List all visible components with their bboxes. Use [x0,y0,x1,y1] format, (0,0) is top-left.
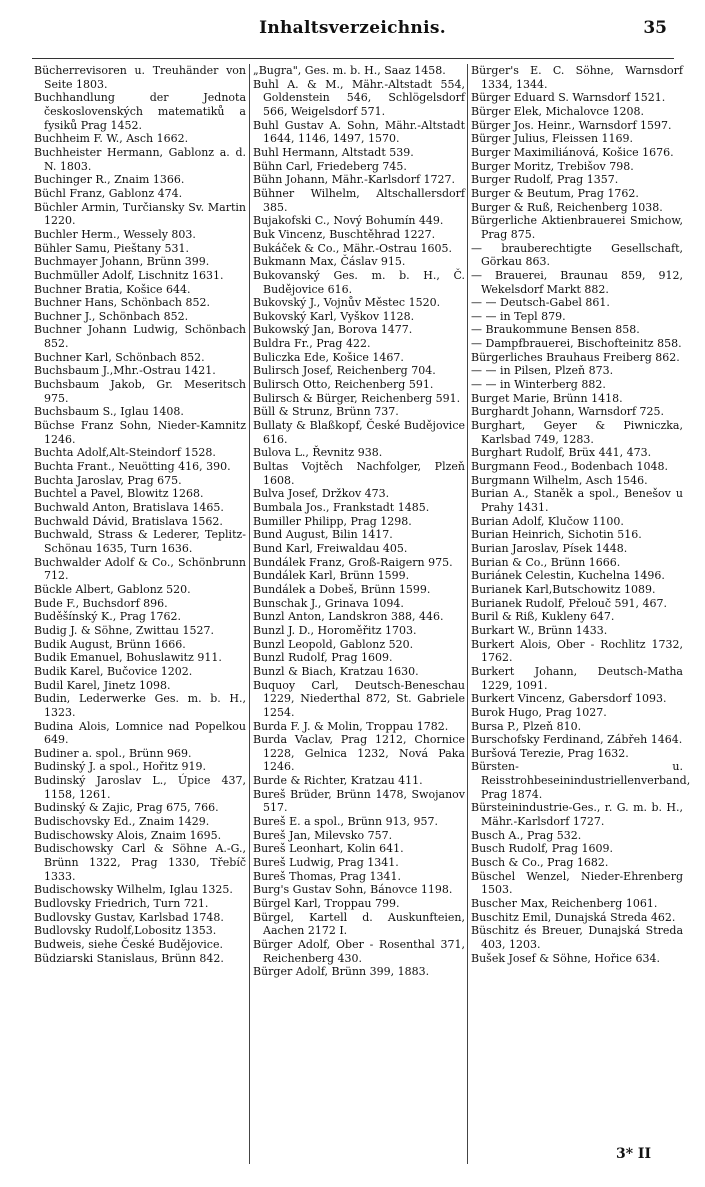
index-entry: Bukovanský Ges. m. b. H., Č. Budějovice 616. [253,268,465,296]
index-entry: Buchta Frant., Neuötting 416, 390. [34,460,231,474]
index-entry: Büschel Wenzel, Nieder-Ehrenberg 1503. [471,869,683,897]
index-entry: Bulirsch Otto, Reichenberg 591. [253,378,434,392]
index-entry: Bukáček & Co., Mähr.-Ostrau 1605. [253,241,452,255]
index-entry: Burian Adolf, Klučow 1100. [471,514,624,528]
index-entry: Buschitz Emil, Dunajská Streda 462. [471,910,676,924]
index-entry: Buldra Fr., Prag 422. [253,337,371,351]
index-entry: Buchwald Anton, Bratislava 1465. [34,501,224,514]
index-entry: Burkert Vincenz, Gabersdorf 1093. [471,692,667,706]
index-entry: — Dampfbrauerei, Bischofteinitz 858. [471,337,682,351]
index-entry: Burghart, Geyer & Piwniczka, Karlsbad 749, 1283. [471,419,683,446]
index-entry: — Brauerei, Braunau 859, 912, Wekelsdorf Markt 882. [471,268,683,296]
index-entry: Bunzl Leopold, Gablonz 520. [253,637,414,651]
printer-signature: 3* II [615,1146,651,1162]
index-entry: Bumiller Philipp, Prag 1298. [253,514,412,528]
index-entry: Budinský & Zajic, Prag 675, 766. [34,801,219,815]
index-entry: Burger Maximiliánová, Košice 1676. [471,145,674,159]
index-entry: Bureš E. a spol., Brünn 913, 957. [253,815,439,829]
index-entry: Budlovsky Gustav, Karlsbad 1748. [34,910,224,924]
index-entry: Burde & Richter, Kratzau 411. [253,774,423,788]
index-entry: Bürsteinindustrie-Ges., r. G. m. b. H., Mähr.-Karlsdorf 1727. [471,801,683,829]
index-entry: Burschofsky Ferdinand, Zábřeh 1464. [471,733,683,747]
index-entry: Budinský J. a spol., Hořitz 919. [34,760,206,774]
index-entry: „Bugra", Ges. m. b. H., Saaz 1458. [253,64,446,77]
index-entry: Bühler Samu, Pieštany 531. [34,241,189,255]
index-entry: Bude F., Buchsdorf 896. [34,596,168,610]
index-entry: Büchl Franz, Gablonz 474. [34,186,183,200]
index-entry: Buchtel a Pavel, Blowitz 1268. [34,487,204,501]
index-entry: — — in Tepl 879. [471,309,566,323]
index-entry: Bureš Leonhart, Kolin 641. [253,842,404,856]
index-entry: Burkert Johann, Deutsch-Matha 1229, 1091. [471,664,683,692]
index-entry: Budik Emanuel, Bohuslawitz 911. [34,651,222,665]
index-entry: Bürgerliches Brauhaus Freiberg 862. [471,350,680,364]
index-entry: Bursa P., Plzeň 810. [471,719,582,733]
index-entry: Bukmann Max, Čáslav 915. [253,255,406,269]
page-number: 35 [643,18,667,38]
index-column-3 [471,64,691,965]
index-entry: Budischowsky Alois, Znaim 1695. [34,828,222,842]
index-column-1 [34,64,246,965]
index-entry: Burianek Rudolf, Přelouč 591, 467. [471,596,668,610]
column-divider [467,64,468,1164]
index-entry: Busch & Co., Prag 1682. [471,856,609,870]
index-entry: Budischovsky Ed., Znaim 1429. [34,815,210,829]
index-entry: Bürgel, Kartell d. Auskunfteien, Aachen 2172 I. [253,910,465,938]
index-entry: Bürger Elek, Michalovce 1208. [471,104,645,118]
index-entry: Burkart W., Brünn 1433. [471,623,608,637]
index-entry: Buděšínský K., Prag 1762. [34,610,181,624]
index-entry: Bürger Jos. Heinr., Warnsdorf 1597. [471,118,672,132]
index-entry: Bukovský J., Vojnův Městec 1520. [253,296,441,310]
index-entry: Burger & Beutum, Prag 1762. [471,186,639,200]
index-entry: Budina Alois, Lomnice nad Popelkou 649. [34,719,246,747]
index-entry: Bühner Wilhelm, Altschallersdorf 385. [253,186,465,214]
index-entry: Buhl Gustav A. Sohn, Mähr.-Altstadt 1644, 1146, 1497, 1570. [253,118,465,146]
index-entry: Büll & Strunz, Brünn 737. [253,405,399,419]
index-entry: Buquoy Carl, Deutsch-Beneschau 1229, Niederthal 872, St. Gabriele 1254. [253,678,465,719]
index-entry: Burghardt Johann, Warnsdorf 725. [471,405,665,419]
index-entry: Budlovsky Friedrich, Turn 721. [34,897,209,911]
index-entry: — — Deutsch-Gabel 861. [471,296,610,310]
index-entry: Budiner a. spol., Brünn 969. [34,746,192,760]
index-entry: Bušek Josef & Söhne, Hořice 634. [471,951,661,965]
index-entry: Burget Marie, Brünn 1418. [471,391,623,405]
index-entry: Budik Karel, Bučovice 1202. [34,664,193,678]
index-entry: Buriánek Celestin, Kuchelna 1496. [471,569,665,583]
index-entry: Burian Jaroslav, Písek 1448. [471,541,628,555]
index-entry: Bunzl Rudolf, Prag 1609. [253,651,393,665]
index-entry: Buhl Hermann, Altstadt 539. [253,145,414,159]
index-entry: Budischowsky Wilhelm, Iglau 1325. [34,883,233,897]
page-header [30,18,675,42]
index-entry: Buchner Hans, Schönbach 852. [34,296,210,310]
index-entry: Buchsbaum Jakob, Gr. Meseritsch 975. [34,378,246,405]
index-entry: Büchler Armin, Turčiansky Sv. Martin 1220. [34,200,246,228]
index-entry: Burian Heinrich, Sichotin 516. [471,528,642,542]
index-entry: Buscher Max, Reichenberg 1061. [471,897,658,911]
index-entry: Bureš Thomas, Prag 1341. [253,869,401,883]
index-entry: Bunschak J., Grinava 1094. [253,596,404,610]
index-entry: Burianek Karl,Butschowitz 1089. [471,582,656,596]
index-entry: Bürger Adolf, Brünn 399, 1883. [253,965,430,979]
index-entry: Bürgerliche Aktienbrauerei Smichow, Prag 875. [471,214,683,241]
index-entry: Bureš Jan, Milevsko 757. [253,828,393,842]
index-entry: Bulirsch Josef, Reichenberg 704. [253,364,436,378]
index-entry: Budig J. & Söhne, Zwittau 1527. [34,623,214,637]
index-entry: Buchner Bratia, Košice 644. [34,282,191,296]
index-entry: Bürger Eduard S. Warnsdorf 1521. [471,91,666,105]
index-entry: Buchwald, Strass & Lederer, Teplitz-Schönau 1635, Turn 1636. [34,528,246,555]
index-entry: Buchner Karl, Schönbach 852. [34,350,205,364]
index-entry: — — in Winterberg 882. [471,378,606,392]
index-entry: — brauberechtigte Gesellschaft, Görkau 863. [471,241,683,269]
index-entry: Bürsten- u. Reisstrohbeseinindustriellenverband, Prag 1874. [471,760,691,801]
index-entry: Budweis, siehe České Budějovice. [34,938,223,951]
index-entry: Burgmann Feod., Bodenbach 1048. [471,460,668,474]
index-entry: Bundálek a Dobeš, Brünn 1599. [253,582,431,596]
index-entry: Burian A., Staněk a spol., Benešov u Prahy 1431. [471,487,683,514]
index-entry: Bultas Vojtěch Nachfolger, Plzeň 1608. [253,460,465,487]
index-entry: Bulova L., Řevnitz 938. [253,446,383,460]
index-entry: Buchinger R., Znaim 1366. [34,173,185,187]
index-entry: Bukowský Jan, Borova 1477. [253,323,413,337]
index-entry: Bund Karl, Freiwaldau 405. [253,541,408,555]
index-entry: Buchhandlung der Jednota československých matematiků a fysiků Prag 1452. [34,91,246,132]
index-entry: Buk Vincenz, Buschtěhrad 1227. [253,227,436,241]
index-entry: Bundálek Franz, Groß-Raigern 975. [253,555,453,569]
index-entry: Buršová Terezie, Prag 1632. [471,746,629,760]
index-entry: Burger Rudolf, Prag 1357. [471,173,619,187]
page-title: Inhaltsverzeichnis. [259,18,446,38]
index-entry: Bukovský Karl, Vyškov 1128. [253,309,415,323]
index-entry: Buril & Riß, Kukleny 647. [471,610,615,624]
index-entry: Budik August, Brünn 1666. [34,637,186,651]
index-entry: Bullaty & Blaßkopf, České Budějovice 616. [253,419,465,446]
header-rule [32,58,674,59]
index-entry: Buchmayer Johann, Brünn 399. [34,255,210,269]
index-entry: Buchwald Dávid, Bratislava 1562. [34,514,223,528]
index-entry: Bühn Carl, Friedeberg 745. [253,159,407,173]
index-entry: Büdziarski Stanislaus, Brünn 842. [34,951,224,965]
index-entry: Busch Rudolf, Prag 1609. [471,842,614,856]
index-entry: Burkert Alois, Ober - Rochlitz 1732, 1762. [471,637,683,665]
index-entry: Budlovsky Rudolf,Lobositz 1353. [34,924,217,938]
index-entry: Bühn Johann, Mähr.-Karlsdorf 1727. [253,173,456,187]
index-entry: Buchsbaum J.,Mhr.-Ostrau 1421. [34,364,216,378]
index-entry: Bunzl Anton, Landskron 388, 446. [253,610,444,624]
index-entry: Bürger Adolf, Ober - Rosenthal 371, Reichenberg 430. [253,938,465,965]
index-entry: Burgmann Wilhelm, Asch 1546. [471,473,648,487]
index-entry: — — in Pilsen, Plzeň 873. [471,364,614,378]
index-entry: Buchner J., Schönbach 852. [34,309,189,323]
index-entry: Buchsbaum S., Iglau 1408. [34,405,184,419]
index-entry: Buchmüller Adolf, Lischnitz 1631. [34,268,224,282]
index-entry: Buchheister Hermann, Gablonz a. d. N. 1803. [34,145,246,173]
index-entry: Burda F. J. & Molin, Troppau 1782. [253,719,449,733]
index-entry: Büschitz és Breuer, Dunajská Streda 403, 1203. [471,924,683,951]
index-entry: Burok Hugo, Prag 1027. [471,705,607,719]
index-entry: Bundálek Karl, Brünn 1599. [253,569,410,583]
index-entry: Bürger Julius, Fleissen 1169. [471,132,634,146]
index-entry: Bunzl J. D., Horoměřitz 1703. [253,623,417,637]
index-entry: Bücherrevisoren u. Treuhänder von Seite 1803. [34,64,246,91]
index-entry: Burghart Rudolf, Brüx 441, 473. [471,446,652,460]
index-entry: Bujakofski C., Nový Bohumín 449. [253,214,444,228]
index-entry: Budinský Jaroslav L., Úpice 437, 1158, 1261. [34,774,246,801]
column-divider [249,64,250,1164]
index-entry: Buchler Herm., Wessely 803. [34,227,196,241]
index-entry: Bund August, Bilin 1417. [253,528,393,542]
index-entry: Burger & Ruß, Reichenberg 1038. [471,200,663,214]
index-entry: Bumbala Jos., Frankstadt 1485. [253,501,430,514]
index-entry: Buhl A. & M., Mähr.-Altstadt 554, Goldenstein 546, Schlögelsdorf 566, Weigelsdorf 571. [253,77,465,118]
index-entry: Buchta Adolf,Alt-Steindorf 1528. [34,446,216,460]
index-entry: Budil Karel, Jinetz 1098. [34,678,171,692]
index-entry: Buchta Jaroslav, Prag 675. [34,473,182,487]
index-entry: Burda Vaclav, Prag 1212, Chornice 1228, Gelnica 1232, Nová Paka 1246. [253,733,465,774]
index-entry: Buchwalder Adolf & Co., Schönbrunn 712. [34,555,246,583]
index-entry: Buchheim F. W., Asch 1662. [34,132,189,146]
index-entry: Bückle Albert, Gablonz 520. [34,582,191,596]
index-entry: Bunzl & Biach, Kratzau 1630. [253,664,419,678]
index-entry: Buliczka Ede, Košice 1467. [253,350,404,364]
index-entry: Bulirsch & Bürger, Reichenberg 591. [253,391,461,405]
index-entry: Bureš Brüder, Brünn 1478, Swojanov 517. [253,787,465,815]
index-entry: Bulva Josef, Držkov 473. [253,487,390,501]
index-entry: Buchner Johann Ludwig, Schönbach 852. [34,323,246,351]
index-entry: Bureš Ludwig, Prag 1341. [253,856,399,870]
index-entry: Bürger's E. C. Söhne, Warnsdorf 1334, 1344. [471,64,683,91]
index-entry: Burian & Co., Brünn 1666. [471,555,621,569]
index-entry: — Braukommune Bensen 858. [471,323,640,337]
index-column-2 [253,64,465,979]
index-entry: Budin, Lederwerke Ges. m. b. H., 1323. [34,692,246,719]
index-entry: Bürgel Karl, Troppau 799. [253,897,400,911]
index-entry: Busch A., Prag 532. [471,828,582,842]
index-entry: Burg's Gustav Sohn, Bánovce 1198. [253,883,453,897]
index-entry: Büchse Franz Sohn, Nieder-Kamnitz 1246. [34,419,246,446]
index-entry: Budischowsky Carl & Söhne A.-G., Brünn 1322, Prag 1330, Třebíč 1333. [34,842,246,883]
index-entry: Burger Moritz, Trebišov 798. [471,159,634,173]
